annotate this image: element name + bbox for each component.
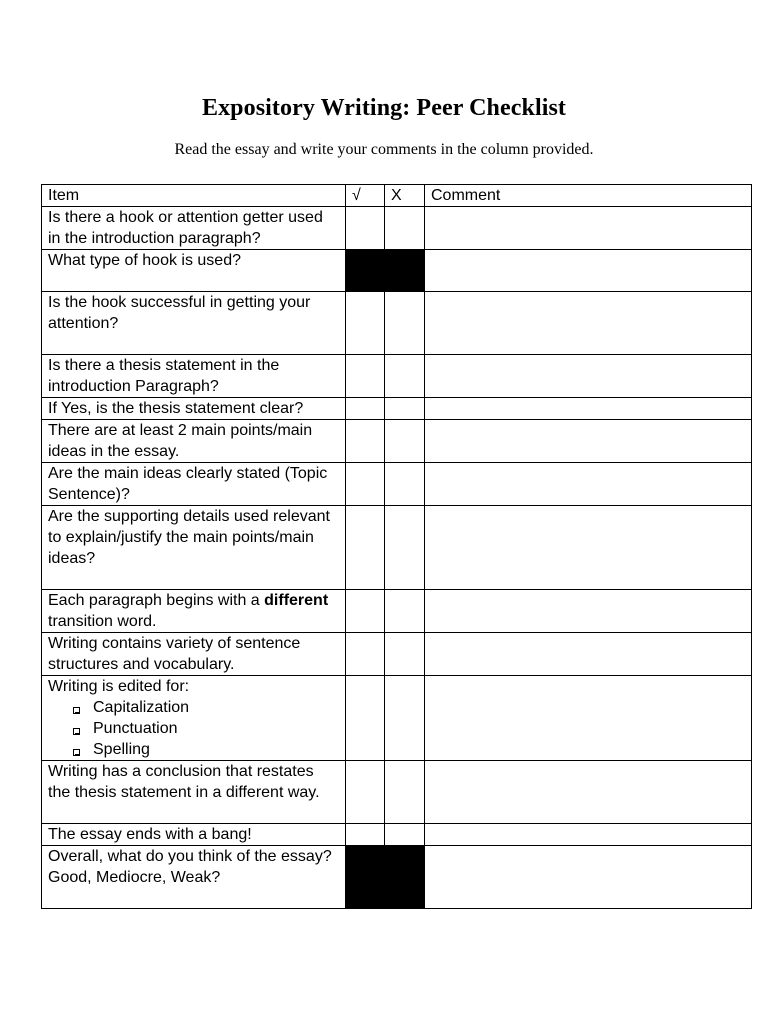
header-x: X — [385, 185, 425, 207]
x-cell[interactable] — [385, 398, 425, 420]
check-cell[interactable] — [346, 420, 385, 463]
x-cell[interactable] — [385, 761, 425, 824]
item-text: Are the supporting details used relevant to explain/justify the main points/main ideas? — [42, 506, 346, 590]
table-row — [42, 590, 752, 633]
list-item — [66, 718, 339, 739]
item-text: The essay ends with a bang! — [42, 824, 346, 846]
comment-cell[interactable] — [425, 420, 752, 463]
item-text: Is there a hook or attention getter used in the introduction paragraph? — [42, 207, 346, 250]
list-item — [66, 697, 339, 718]
item-text: Is the hook successful in getting your attention? — [42, 292, 346, 355]
item-text-emphasis: different — [264, 592, 329, 609]
check-cell[interactable] — [346, 463, 385, 506]
peer-checklist-table — [41, 184, 752, 909]
header-check: √ — [346, 185, 385, 207]
comment-cell[interactable] — [425, 250, 752, 292]
comment-cell[interactable] — [425, 398, 752, 420]
list-item — [66, 739, 339, 760]
x-cell[interactable] — [385, 633, 425, 676]
item-text: Writing contains variety of sentence structures and vocabulary. — [42, 633, 346, 676]
check-cell[interactable] — [346, 676, 385, 761]
check-cell[interactable] — [346, 633, 385, 676]
checkbox-bullet-icon — [73, 728, 80, 735]
item-cell — [42, 676, 346, 761]
item-text: If Yes, is the thesis statement clear? — [42, 398, 346, 420]
item-text: Overall, what do you think of the essay? Good, Mediocre, Weak? — [42, 846, 346, 909]
list-item-label: Capitalization — [93, 699, 190, 716]
x-cell[interactable] — [385, 506, 425, 590]
table-row — [42, 506, 752, 590]
x-cell[interactable] — [385, 590, 425, 633]
header-row — [42, 185, 752, 207]
table-row — [42, 355, 752, 398]
x-cell[interactable] — [385, 463, 425, 506]
comment-cell[interactable] — [425, 506, 752, 590]
item-text: Writing has a conclusion that restates the thesis statement in a different way. — [42, 761, 346, 824]
x-cell[interactable] — [385, 207, 425, 250]
header-comment: Comment — [425, 185, 752, 207]
comment-cell[interactable] — [425, 355, 752, 398]
comment-cell[interactable] — [425, 207, 752, 250]
check-cell[interactable] — [346, 292, 385, 355]
check-cell[interactable] — [346, 355, 385, 398]
comment-cell[interactable] — [425, 292, 752, 355]
item-text: There are at least 2 main points/main ideas in the essay. — [42, 420, 346, 463]
table-row — [42, 207, 752, 250]
comment-cell[interactable] — [425, 590, 752, 633]
comment-cell[interactable] — [425, 676, 752, 761]
table-row — [42, 633, 752, 676]
comment-cell[interactable] — [425, 633, 752, 676]
blacked-out-cell — [346, 846, 385, 909]
comment-cell[interactable] — [425, 463, 752, 506]
blacked-out-cell — [346, 250, 385, 292]
table-row — [42, 398, 752, 420]
check-cell[interactable] — [346, 506, 385, 590]
item-text: Are the main ideas clearly stated (Topic Sentence)? — [42, 463, 346, 506]
page-title: Expository Writing: Peer Checklist — [201, 95, 567, 121]
x-cell[interactable] — [385, 292, 425, 355]
x-cell[interactable] — [385, 824, 425, 846]
item-text: What type of hook is used? — [42, 250, 346, 292]
table-row — [42, 250, 752, 292]
list-item-label: Spelling — [93, 741, 150, 758]
check-cell[interactable] — [346, 761, 385, 824]
header-item: Item — [42, 185, 346, 207]
checkbox-bullet-icon — [73, 749, 80, 756]
comment-cell[interactable] — [425, 824, 752, 846]
item-text-start: Each paragraph begins with a — [48, 592, 260, 609]
blacked-out-cell — [385, 846, 425, 909]
item-text: Writing is edited for: — [48, 678, 190, 695]
item-text: Is there a thesis statement in the introduction Paragraph? — [42, 355, 346, 398]
edit-checklist — [48, 697, 339, 760]
x-cell[interactable] — [385, 420, 425, 463]
x-cell[interactable] — [385, 355, 425, 398]
check-cell[interactable] — [346, 824, 385, 846]
comment-cell[interactable] — [425, 846, 752, 909]
list-item-label: Punctuation — [93, 720, 178, 737]
x-cell[interactable] — [385, 676, 425, 761]
checkbox-bullet-icon — [73, 707, 80, 714]
check-cell[interactable] — [346, 398, 385, 420]
table-row — [42, 824, 752, 846]
table-row — [42, 463, 752, 506]
item-text-end: transition word. — [48, 613, 157, 630]
blacked-out-cell — [385, 250, 425, 292]
instructions-text: Read the essay and write your comments in the column provided. — [174, 141, 594, 158]
table-row — [42, 420, 752, 463]
item-text — [42, 590, 346, 633]
table-row — [42, 676, 752, 761]
comment-cell[interactable] — [425, 761, 752, 824]
table-row — [42, 761, 752, 824]
table-row — [42, 846, 752, 909]
check-cell[interactable] — [346, 590, 385, 633]
check-cell[interactable] — [346, 207, 385, 250]
table-row — [42, 292, 752, 355]
